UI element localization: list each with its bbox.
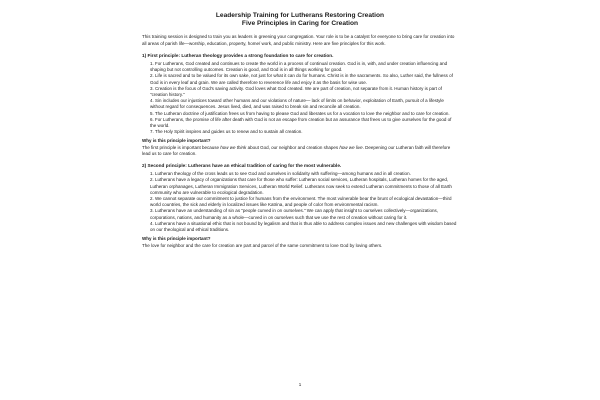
list-item: 2. Lutherans have a legacy of organizations that care for those who suffer: Lutheran social services, Lutheran hospitals, Lutheran homes for the aged, Lutheran orphanages, Lutheran Immigration Services, Lutheran World Relief. Lutherans now seek to extend Lutheran commitments to those of all Earth community who are vulnerable to ecological degradation.	[150, 177, 452, 195]
principle-section-2	[142, 163, 458, 249]
principle-points-list	[142, 171, 458, 233]
list-item: 2. Life is sacred and to be valued for its own sake, not just for what it can do for humans. Christ is in the sacraments. So also, Luther said, the fullness of God is in every leaf and grain. We are called therefore to reverence life and enjoy it as the basis for wise use.	[150, 73, 453, 85]
principle-points-list	[142, 61, 458, 135]
document-title-line-2: Five Principles in Caring for Creation	[241, 20, 359, 28]
why-text-emphasis: how we think	[220, 144, 247, 150]
principle-heading: 2) Second principle: Lutherans have an ethical tradition of caring for the most vulnerable.	[142, 163, 342, 169]
list-item: 5. The Lutheran doctrine of justification frees us from having to please God and liberates us for a vocation to love the neighbor and to care for creation.	[150, 110, 450, 116]
intro-paragraph: This training session is designed to train you as leaders in greening your congregation. Your role is to be a catalyst for everyone to bring care for creation into all areas of parish life—worship, education, property, home/ work, and public ministry. Here are five principles for this work.	[142, 34, 455, 46]
document-page	[142, 12, 458, 396]
list-item: 3. Lutherans have an understanding of sin as "people curved in on ourselves." We can apply that insight to ourselves collectively—organizations, corporations, nations, and humanity as a whole—curved in on ourselves such that we use the rest of creation without caring for it.	[150, 208, 439, 220]
why-text-part: about God, our neighbor and creation shapes	[246, 144, 340, 150]
why-text-part: . Deepening our Lutheran faith will therefore lead us to care for creation.	[142, 144, 451, 156]
why-text	[142, 145, 458, 157]
principle-section-1	[142, 53, 458, 157]
list-item: 7. The Holy Spirit inspires and guides us to renew and to sustain all creation.	[150, 129, 303, 135]
list-item: 4. Lutherans have a situational ethic that is not bound by legalism and that is thus able to address complex issues and new challenges with wisdom based on our theological and ethical traditions.	[150, 220, 457, 233]
list-item: 3. Creation is the focus of God's saving activity. God loves what God created. We are part of creation, not separate from it. Human history is part of "creation history."	[150, 85, 442, 98]
list-item: 1. Lutheran theology of the cross leads us to see God and ourselves in solidarity with suffering—among humans and in all creation.	[150, 171, 411, 177]
why-text: The love for neighbor and the care for creation are part and parcel of the same commitment to love God by loving others.	[142, 242, 383, 248]
principle-heading: 1) First principle: Lutheran theology provides a strong foundation to care for creation.	[142, 52, 334, 58]
list-item: 4. Sin includes our injustices toward other humans and our violations of nature— lack of limits on behavior, exploitation of Earth, pursuit of a lifestyle without regard for consequences. Jesus lived, died, and was raised to break sin and reconcile all creation.	[150, 98, 444, 110]
why-text-part: The first principle is important because	[142, 144, 221, 150]
document-title-line-1: Leadership Training for Lutherans Restoring Creation	[215, 12, 385, 19]
page-number: 1	[298, 382, 302, 387]
list-item: 1. For Lutherans, God created and continues to create the world in a process of continual creation. God is in, with, and under creation influencing and shaping but not controlling outcomes. Creation is good, and God is in all things working for good.	[150, 61, 448, 73]
why-text-emphasis: how we live	[339, 144, 363, 150]
list-item: 2. We cannot separate our commitment to justice for humans from the environment. The most vulnerable bear the brunt of ecological devastation—third world countries, the sick and elderly in localized issues like Katrina, and people of color from environmental racism.	[150, 196, 452, 208]
why-heading: Why is this principle important?	[142, 138, 211, 144]
list-item: 6. For Lutherans, the promise of life after death with God is not an escape from creation but an assurance that frees us to give ourselves for the good of the world.	[150, 116, 452, 129]
why-heading: Why is this principle important?	[142, 236, 211, 242]
